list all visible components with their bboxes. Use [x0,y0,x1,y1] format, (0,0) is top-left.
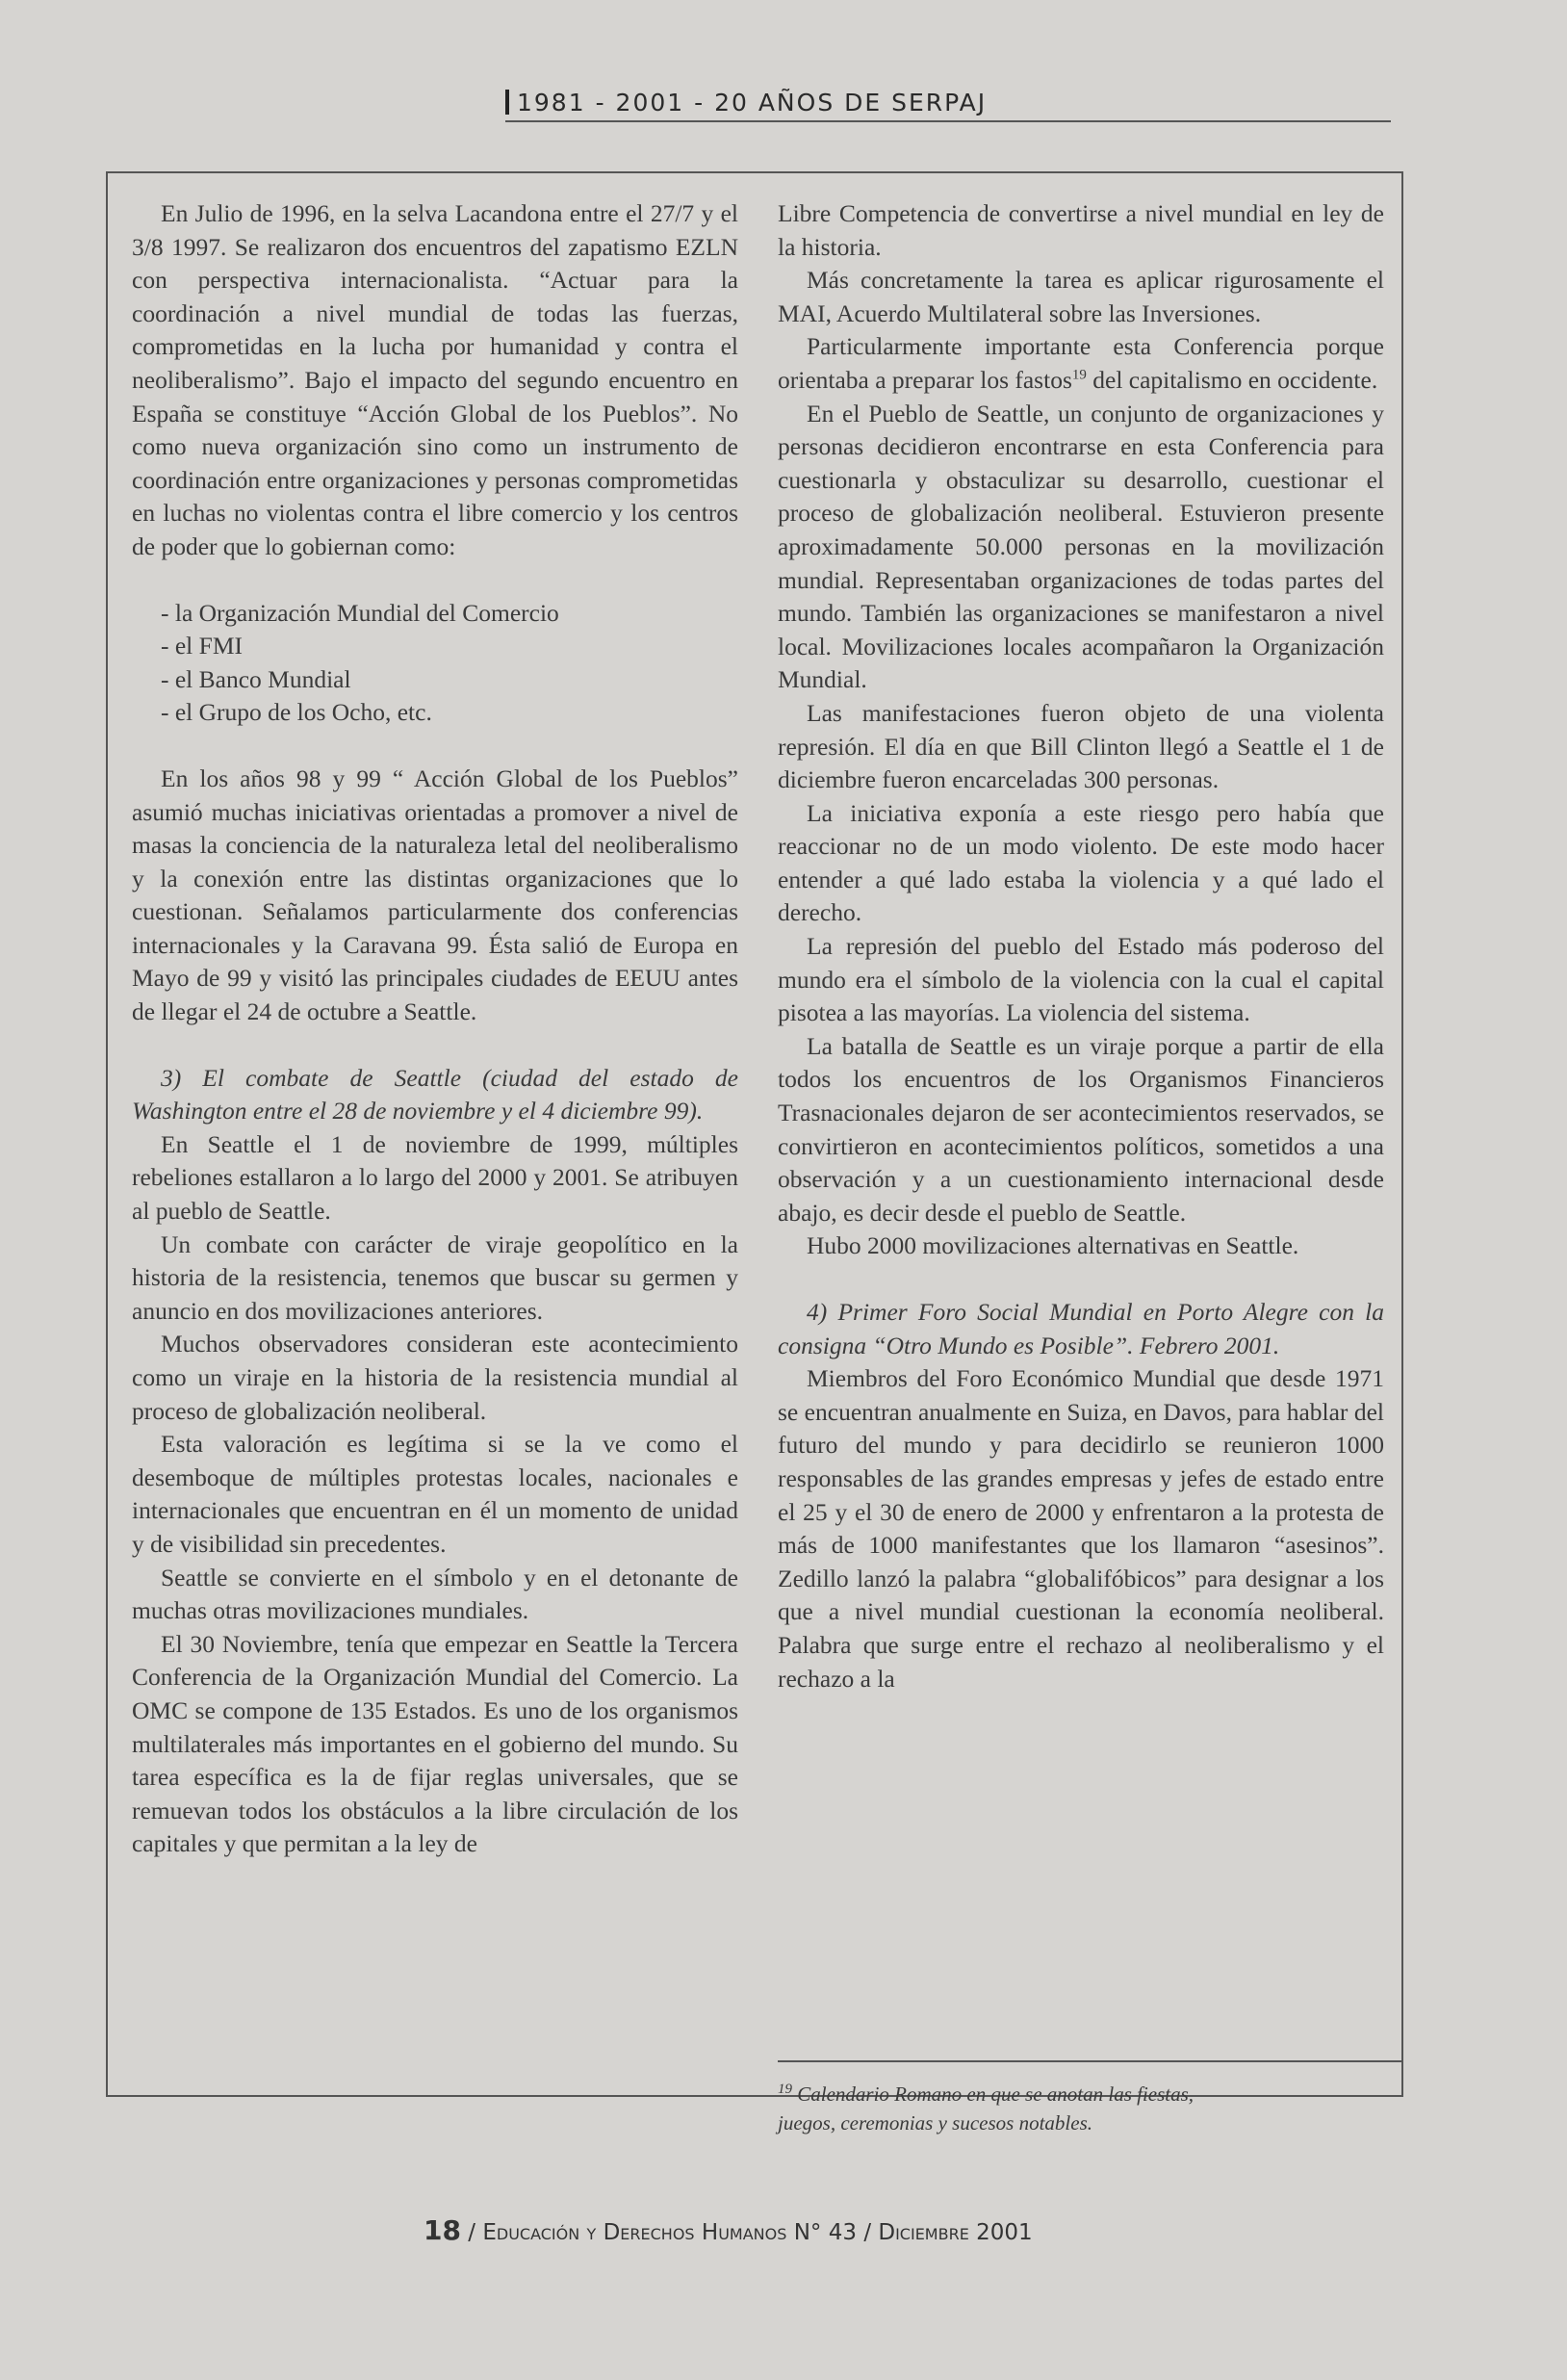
footer-separator: / [863,2220,872,2245]
paragraph: La iniciativa exponía a este riesgo pero había que reaccionar no de un modo violento. De este modo hacer entender a qué lado estaba la violencia y a qué lado el derecho. [778,798,1384,927]
paragraph: Las manifestaciones fueron objeto de una violenta represión. El día en que Bill Clinton llegó a Seattle el 1 de diciembre fueron encarceladas 300 personas. [778,698,1384,794]
header-text: 1981 - 2001 - 20 AÑOS DE SERPAJ [517,89,988,116]
fastos-text: Particularmente importante esta Conferencia porque orientaba a preparar los fastos [778,332,1384,394]
paragraph: Un combate con carácter de viraje geopolítico en la historia de la resistencia, tenemos que buscar su germen y anuncio en dos movilizaciones anteriores. [132,1229,738,1325]
issue-date: Diciembre 2001 [878,2220,1033,2245]
footer-separator: / [468,2220,476,2245]
fastos-text-end: del capitalismo en occidente. [1086,365,1378,394]
paragraph: Seattle se convierte en el símbolo y en el detonante de muchas otras movilizaciones mundiales. [132,1563,738,1625]
footnote-rule [778,2060,1403,2062]
section-4-title: 4) Primer Foro Social Mundial en Porto Alegre con la consigna “Otro Mundo es Posible”. Febrero 2001. [778,1298,1384,1359]
list-item: - el FMI [161,632,243,660]
paragraph: En Seattle el 1 de noviembre de 1999, múltiples rebeliones estallaron a lo largo del 2000 y 2001. Se atribuyen al pueblo de Seattle. [132,1129,738,1226]
page-number: 18 [424,2214,461,2246]
agp-paragraph: En los años 98 y 99 “ Acción Global de los Pueblos” asumió muchas iniciativas orientadas a promover a nivel de masas la conciencia de la naturaleza letal del neoliberalismo y la conexión entre las distintas organizaciones que lo cuestionan. Señalamos particularmente dos conferencias internacionales y la Caravana 99. Ésta salió de Europa en Mayo de 99 y visitó las principales ciudades de EEUU antes de llegar el 24 de octubre a Seattle. [132,763,738,1026]
list-item: - el Grupo de los Ocho, etc. [161,698,432,727]
davos-paragraph: Miembros del Foro Económico Mundial que desde 1971 se encuentran anualmente en Suiza, en Davos, para hablar del futuro del mundo y para decidirlo se reunieron 1000 responsables de las grandes empresas y jefes de estado entre el 25 y el 30 de enero de 2000 y enfrentaron a la protesta de más de 1000 manifestantes que los llamaron “asesinos”. Zedillo lanzó la palabra “globalifóbicos” para designar a los que a nivel mundial cuestionan la economía neoliberal. Palabra que surge entre el rechazo al neoliberalismo y el rechazo a la [778,1364,1384,1693]
paragraph: Muchos observadores consideran este acontecimiento como un viraje en la historia de la resistencia mundial al proceso de globalización neoliberal. [132,1330,738,1425]
frame-right-edge [1401,2045,1403,2097]
paragraph: La batalla de Seattle es un viraje porque a partir de ella todos los encuentros de los Organismos Financieros Trasnacionales dejaron de ser acontecimientos reservados, se convirtieron en acontecimientos políticos, sometidos a una observación y a un cuestionamiento internacional desde abajo, es decir desde el pueblo de Seattle. [778,1031,1384,1227]
paragraph: El 30 Noviembre, tenía que empezar en Seattle la Tercera Conferencia de la Organización Mundial del Comercio. La OMC se compone de 135 Estados. Es uno de los organismos multilaterales más importantes en el gobierno del mundo. Su tarea específica es la de fijar reglas universales, que se remuevan todos los obstáculos a la libre circulación de los capitales y que permitan a la ley de [132,1629,738,1858]
running-header [505,89,1391,122]
fastos-paragraph [778,330,1384,397]
paragraph: En el Pueblo de Seattle, un conjunto de organizaciones y personas decidieron encontrarse en esta Conferencia para cuestionarla y obstaculizar su desarrollo, cuestionar el proceso de globalización neoliberal. Estuvieron presente aproximadamente 50.000 personas en la movilización mundial. Representaban organizaciones de todas partes del mundo. También las organizaciones se manifestaron a nivel local. Movilizaciones locales acompañaron la Organización Mundial. [778,399,1384,694]
footnote-reference: 19 [1071,367,1087,383]
paragraph: Hubo 2000 movilizaciones alternativas en Seattle. [807,1231,1299,1260]
right-column [778,197,1384,1695]
left-column [132,197,738,1861]
section-3-title: 3) El combate de Seattle (ciudad del estado de Washington entre el 28 de noviembre y el 4 diciembre 99). [132,1063,738,1125]
footnote [778,2080,1230,2137]
footnote-text: Calendario Romano en que se anotan las fiestas, juegos, ceremonias y sucesos notables. [778,2082,1195,2134]
paragraph: La represión del pueblo del Estado más poderoso del mundo era el símbolo de la violencia con la cual el capital pisotea a las mayorías. La violencia del sistema. [778,932,1384,1027]
paragraph: Esta valoración es legítima si se la ve como el desemboque de múltiples protestas locales, nacionales e internacionales que encuentran en él un momento de unidad y de visibilidad sin precedentes. [132,1430,738,1558]
page-footer [424,2214,1194,2246]
publication-name: Educación y Derechos Humanos [482,2220,787,2245]
header-bar [505,90,509,115]
paragraph: Libre Competencia de convertirse a nivel mundial en ley de la historia. [778,199,1384,261]
footnote-mark: 19 [778,2082,792,2097]
paragraph: Más concretamente la tarea es aplicar rigurosamente el MAI, Acuerdo Multilateral sobre las Inversiones. [778,266,1384,327]
list-item: - el Banco Mundial [161,664,351,693]
organizations-list [132,597,738,730]
list-item: - la Organización Mundial del Comercio [161,598,559,627]
intro-paragraph: En Julio de 1996, en la selva Lacandona entre el 27/7 y el 3/8 1997. Se realizaron dos encuentros del zapatismo EZLN con perspectiva internacionalista. “Actuar para la coordinación a nivel mundial de todas las fuerzas, comprometidas en la lucha por humanidad y contra el neoliberalismo”. Bajo el impacto del segundo encuentro en España se constituye “Acción Global de los Pueblos”. No como nueva organización sino como un instrumento de coordinación entre organizaciones y personas comprometidas en luchas no violentas contra el libre comercio y los centros de poder que lo gobiernan como: [132,199,738,560]
issue-number: N° 43 [793,2220,857,2245]
